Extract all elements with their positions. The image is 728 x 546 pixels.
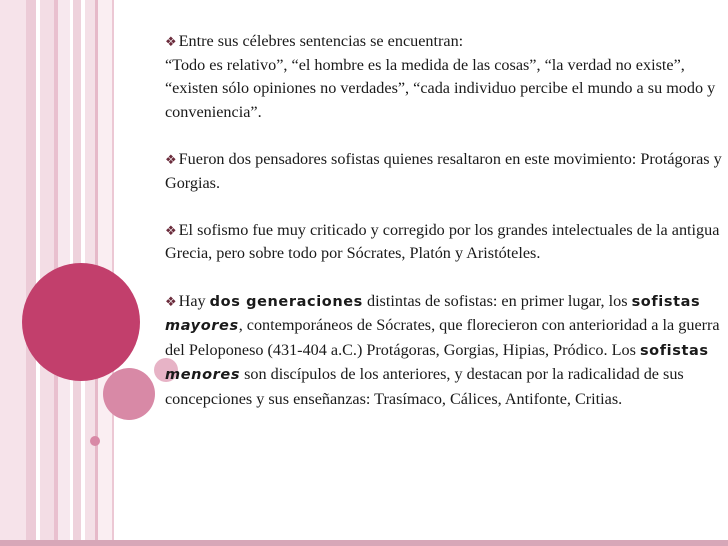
bullet-icon: ❖ (165, 151, 177, 167)
paragraph-text: Fueron dos pensadores sofistas quienes resaltaron en este movimiento: Protágoras y Gorgias. (165, 149, 722, 192)
medium-circle (103, 368, 155, 420)
paragraph-criticas (165, 219, 725, 266)
paragraph-sentencias (165, 30, 725, 124)
bullet-icon: ❖ (165, 222, 177, 238)
highlight-sofistas: sofistas (639, 342, 709, 359)
highlight-mayores: mayores (165, 318, 239, 335)
highlight-dos-generaciones: dos generaciones (209, 293, 363, 310)
text-run: distintas de sofistas: en primer lugar, los (362, 291, 632, 310)
text-run: , contemporáneos de Sócrates, que florecieron con anterioridad a la guerra del Peloponeso (431-404 a.C.) Protágoras, Gorgias, Hipias, Pródico. Los (165, 316, 720, 359)
intro-text: Entre sus célebres sentencias se encuentran: (178, 32, 464, 50)
paragraph-generaciones (165, 290, 725, 412)
stripe (0, 0, 26, 546)
highlight-menores: menores (165, 367, 241, 384)
stripe (26, 0, 36, 546)
bottom-band (0, 540, 728, 546)
large-circle (22, 263, 140, 381)
bullet-icon: ❖ (165, 34, 177, 49)
text-run: son discípulos de los anteriores, y destacan por la radicalidad de sus concepciones y sus enseñanzas: Trasímaco, Cálices, Antifonte, Critias. (165, 365, 684, 408)
paragraph-text: El sofismo fue muy criticado y corregido por los grandes intelectuales de la antigua Grecia, pero sobre todo por Sócrates, Platón y Aristóteles. (165, 220, 720, 263)
text-run: Hay (178, 291, 210, 310)
bullet-icon: ❖ (165, 293, 177, 309)
quote-text: “Todo es relativo”, “el hombre es la medida de las cosas”, “la verdad no existe”, “existen sólo opiniones no verdades”, “cada individuo percibe el mundo a su modo y conveniencia”. (165, 55, 716, 121)
highlight-sofistas: sofistas (631, 293, 701, 310)
slide-body (165, 30, 725, 412)
tiny-dot (90, 436, 100, 446)
paragraph-pensadores (165, 148, 725, 195)
